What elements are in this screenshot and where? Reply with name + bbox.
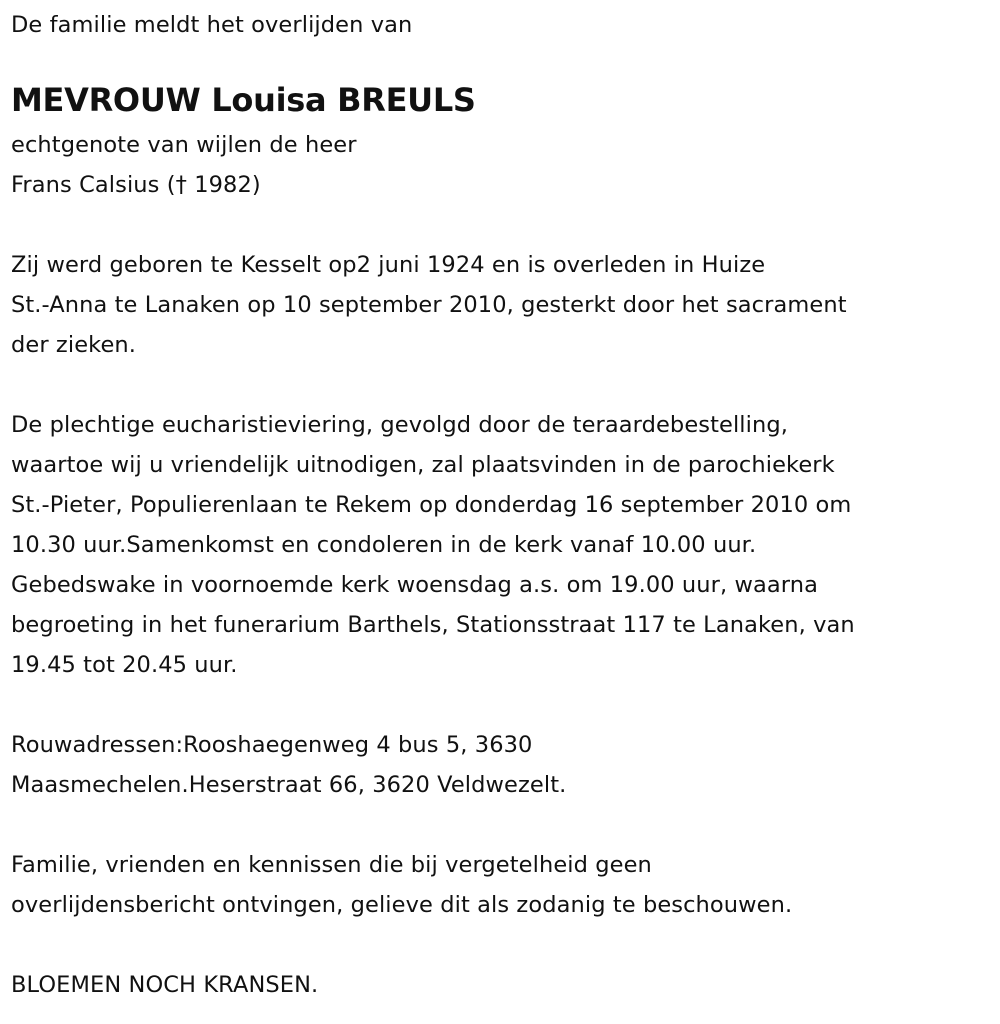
paragraph-line: St.-Pieter, Populierenlaan te Rekem op donderdag 16 september 2010 om bbox=[11, 492, 852, 518]
paragraph-line: Maasmechelen.Heserstraat 66, 3620 Veldwezelt. bbox=[11, 772, 567, 798]
spouse-line: echtgenote van wijlen de heer bbox=[11, 132, 357, 158]
deceased-name: MEVROUW Louisa BREULS bbox=[11, 81, 476, 119]
paragraph-line: De plechtige eucharistieviering, gevolgd door de teraardebestelling, bbox=[11, 412, 788, 438]
ceremony-paragraph bbox=[11, 405, 855, 685]
paragraph-line: St.-Anna te Lanaken op 10 september 2010, gesterkt door het sacrament bbox=[11, 292, 847, 318]
paragraph-line: 10.30 uur.Samenkomst en condoleren in de kerk vanaf 10.00 uur. bbox=[11, 532, 757, 558]
notice-paragraph bbox=[11, 845, 855, 925]
intro-text: De familie meldt het overlijden van bbox=[11, 12, 413, 38]
spouse-line: Frans Calsius († 1982) bbox=[11, 172, 261, 198]
paragraph-line: waartoe wij u vriendelijk uitnodigen, zal plaatsvinden in de parochiekerk bbox=[11, 452, 835, 478]
paragraph-line: overlijdensbericht ontvingen, gelieve dit als zodanig te beschouwen. bbox=[11, 892, 793, 918]
spouse-block bbox=[11, 125, 855, 205]
paragraph-line: Gebedswake in voornoemde kerk woensdag a.s. om 19.00 uur, waarna bbox=[11, 572, 818, 598]
paragraph-line: Familie, vrienden en kennissen die bij vergetelheid geen bbox=[11, 852, 652, 878]
flowers-note: BLOEMEN NOCH KRANSEN. bbox=[11, 972, 319, 998]
paragraph-line: Zij werd geboren te Kesselt op2 juni 1924 en is overleden in Huize bbox=[11, 252, 766, 278]
paragraph-line: der zieken. bbox=[11, 332, 137, 358]
paragraph-line: Rouwadressen:Rooshaegenweg 4 bus 5, 3630 bbox=[11, 732, 533, 758]
birth-death-paragraph bbox=[11, 245, 855, 365]
obituary-document bbox=[11, 5, 855, 1005]
paragraph-line: 19.45 tot 20.45 uur. bbox=[11, 652, 238, 678]
addresses-paragraph bbox=[11, 725, 855, 805]
paragraph-line: begroeting in het funerarium Barthels, Stationsstraat 117 te Lanaken, van bbox=[11, 612, 855, 638]
